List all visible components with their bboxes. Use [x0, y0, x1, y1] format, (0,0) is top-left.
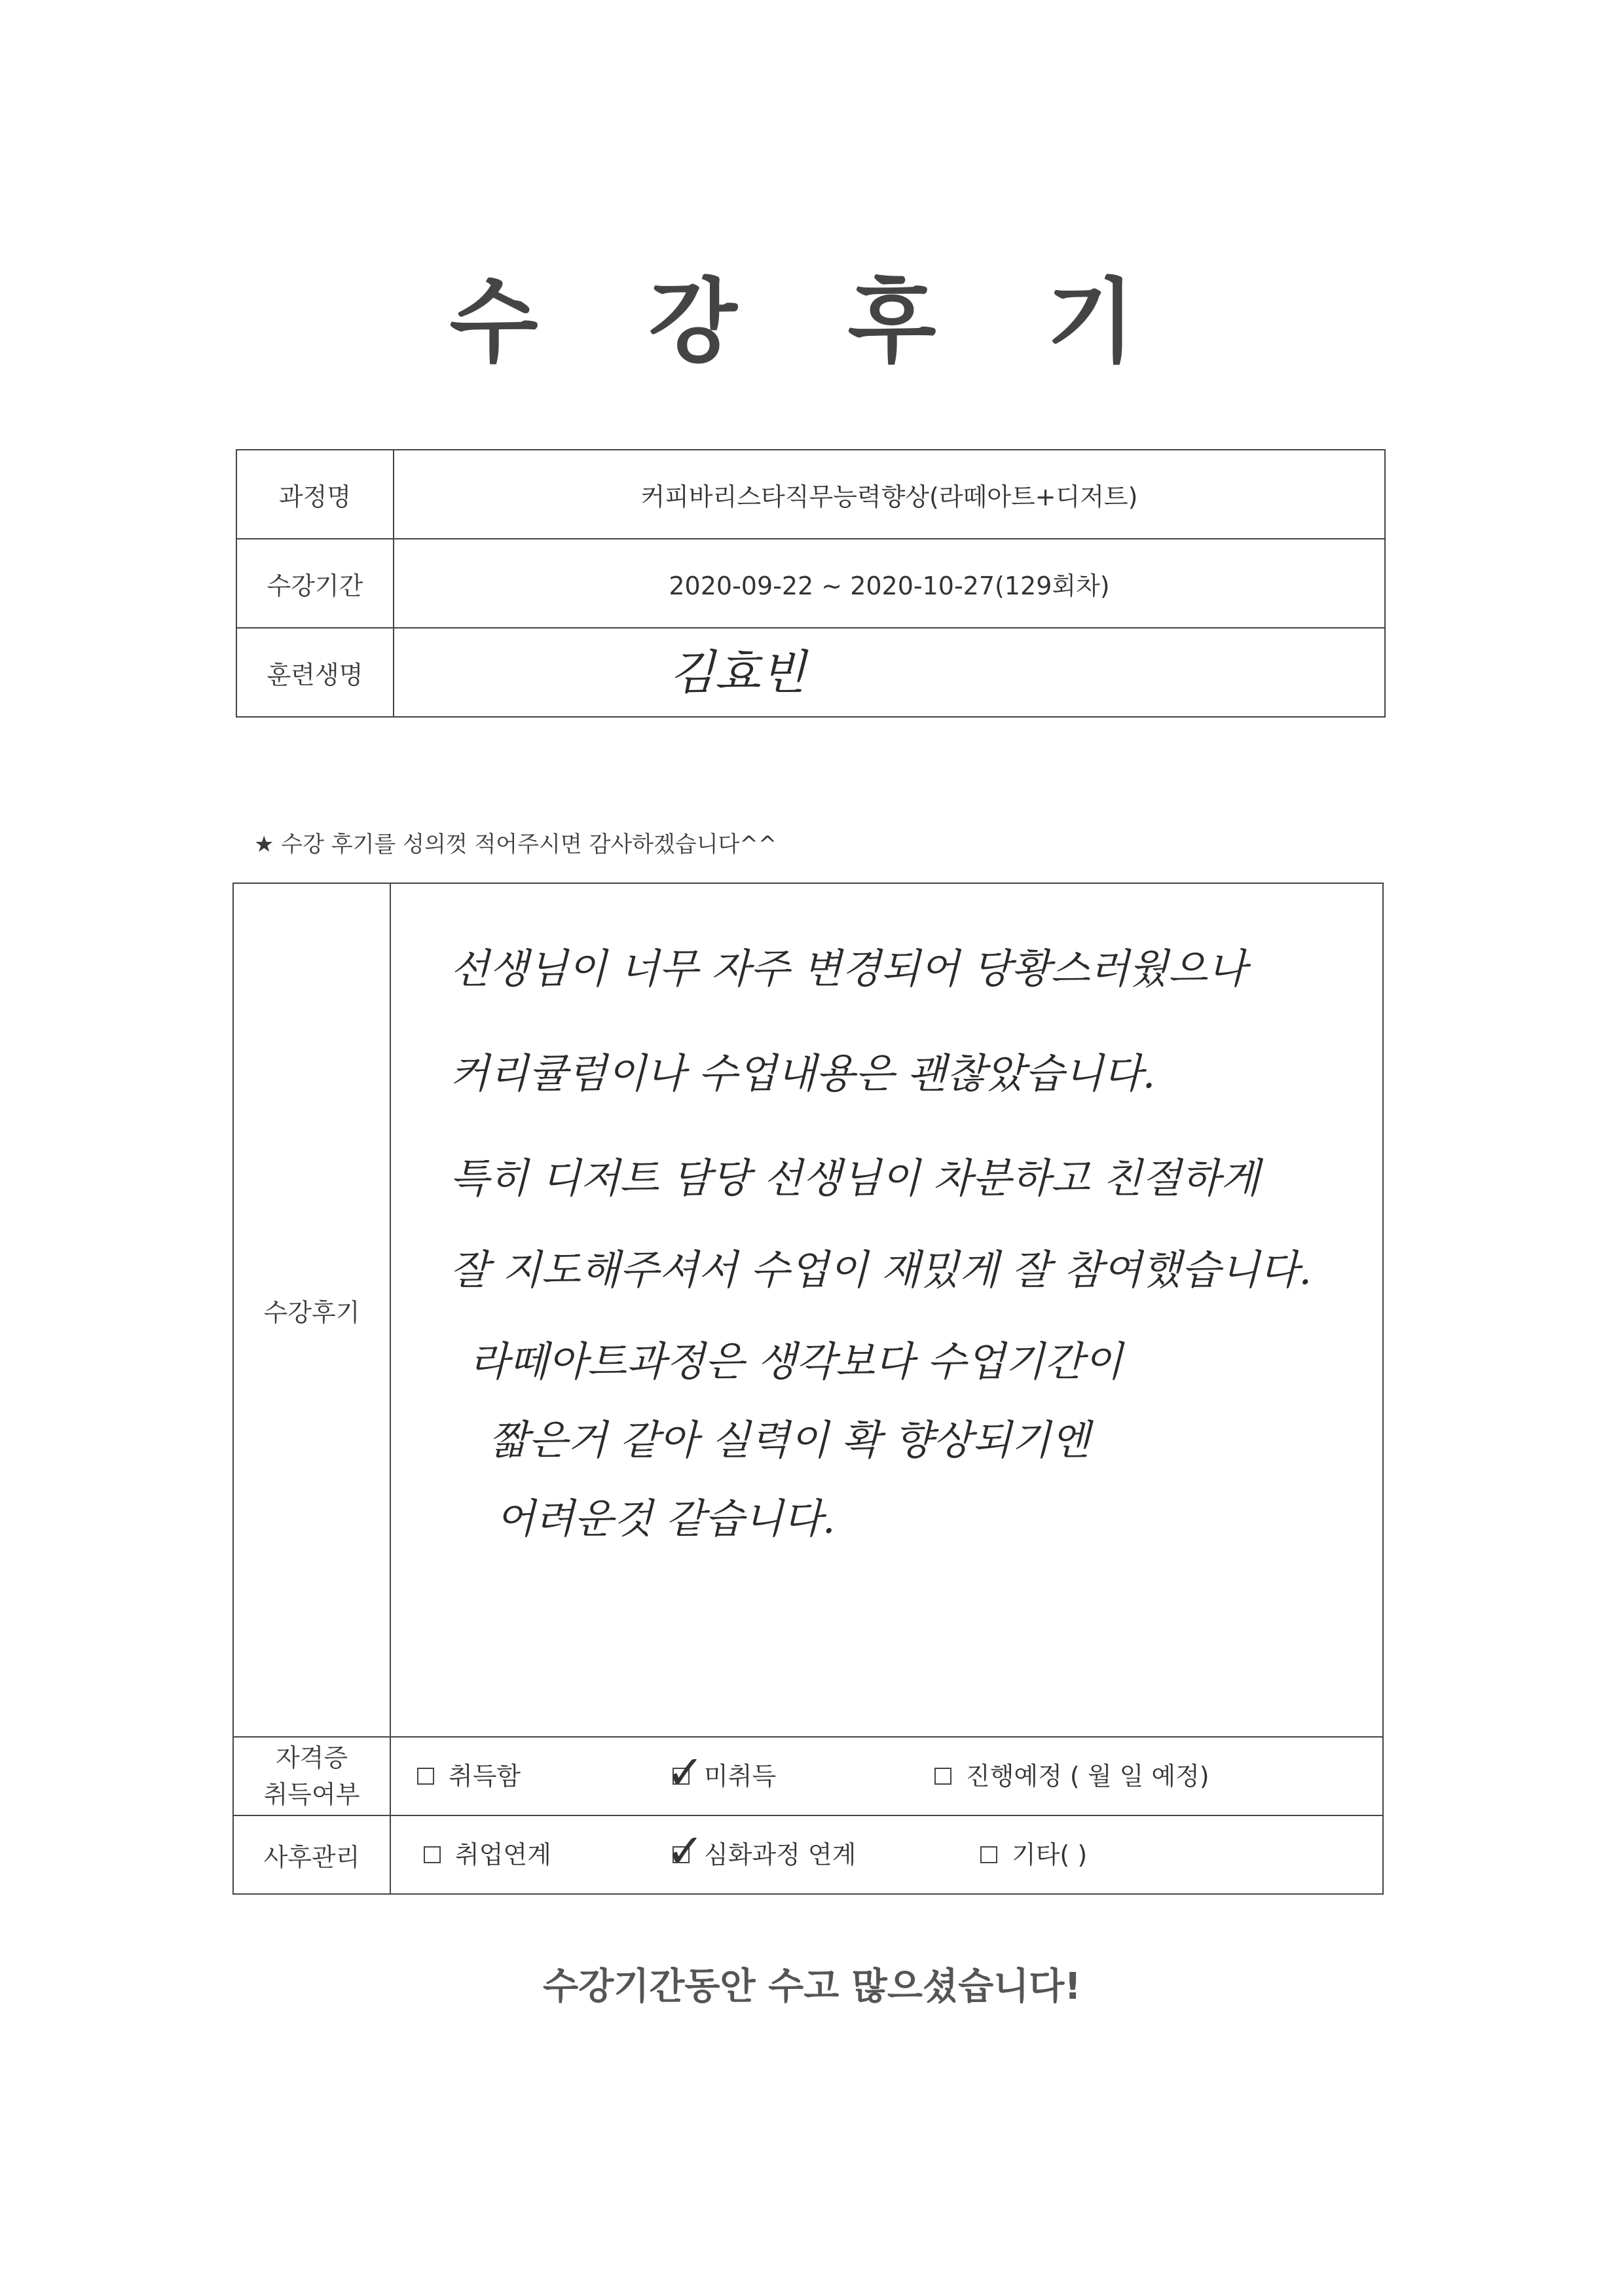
certificate-label-line1: 자격증 [275, 1743, 348, 1772]
course-row [236, 450, 1385, 539]
aftercare-label: 사후관리 [233, 1815, 390, 1894]
checkbox-icon [424, 1846, 441, 1863]
review-text-area [390, 883, 1383, 1737]
aftercare-option-other[interactable] [980, 1816, 1087, 1893]
review-label: 수강후기 [233, 883, 390, 1737]
review-line: 선생님이 너무 자주 변경되어 당황스러웠으나 [450, 945, 1247, 993]
period-label: 수강기간 [236, 539, 394, 628]
review-table [232, 883, 1384, 1895]
review-line: 커리큘럼이나 수업내용은 괜찮았습니다. [450, 1049, 1156, 1097]
certificate-label-line2: 취득여부 [263, 1780, 360, 1809]
review-line: 어려운것 같습니다. [496, 1495, 836, 1542]
review-line: 짧은거 같아 실력이 확 향상되기엔 [489, 1416, 1090, 1464]
aftercare-options [390, 1815, 1383, 1894]
option-label: 취업연계 [455, 1840, 551, 1869]
period-value: 2020-09-22 ~ 2020-10-27(129회차) [394, 539, 1385, 628]
trainee-label: 훈련생명 [236, 628, 394, 717]
review-line: 라떼아트과정은 생각보다 수업기간이 [470, 1338, 1123, 1385]
certificate-option-acquired[interactable] [417, 1738, 521, 1815]
review-line: 특히 디저트 담당 선생님이 차분하고 친절하게 [450, 1154, 1260, 1202]
checkbox-icon [417, 1768, 434, 1785]
period-row [236, 539, 1385, 628]
course-name-value: 커피바리스타직무능력향상(라떼아트+디저트) [394, 450, 1385, 539]
option-label: 취득함 [449, 1762, 521, 1791]
option-label: 미취득 [704, 1762, 777, 1791]
course-info-table [236, 449, 1386, 718]
option-label: 기타( ) [1012, 1840, 1088, 1869]
option-label: 심화과정 연계 [704, 1840, 857, 1869]
aftercare-option-job[interactable] [424, 1816, 551, 1893]
trainee-name-cell [394, 628, 1385, 717]
review-row [233, 883, 1383, 1737]
aftercare-row [233, 1815, 1383, 1894]
review-line: 잘 지도해주셔서 수업이 재밌게 잘 참여했습니다. [450, 1246, 1312, 1294]
checkbox-icon [980, 1846, 997, 1863]
closing-message: 수강기간동안 수고 많으셨습니다! [543, 1965, 1081, 2008]
option-label: 진행예정 ( 월 일 예정) [966, 1762, 1209, 1791]
checkbox-icon [934, 1768, 951, 1785]
checkmark-icon: ✓ [666, 1745, 705, 1799]
page-title: 수 강 후 기 [449, 269, 1175, 376]
trainee-row [236, 628, 1385, 717]
instruction-note: ★ 수강 후기를 성의껏 적어주시면 감사하겠습니다^^ [254, 831, 777, 858]
certificate-options [390, 1737, 1383, 1815]
certificate-label [233, 1737, 390, 1815]
certificate-row [233, 1737, 1383, 1815]
trainee-name-handwritten: 김효빈 [669, 645, 806, 700]
course-name-label: 과정명 [236, 450, 394, 539]
checkmark-icon: ✓ [666, 1824, 705, 1878]
certificate-option-scheduled[interactable] [934, 1738, 1209, 1815]
